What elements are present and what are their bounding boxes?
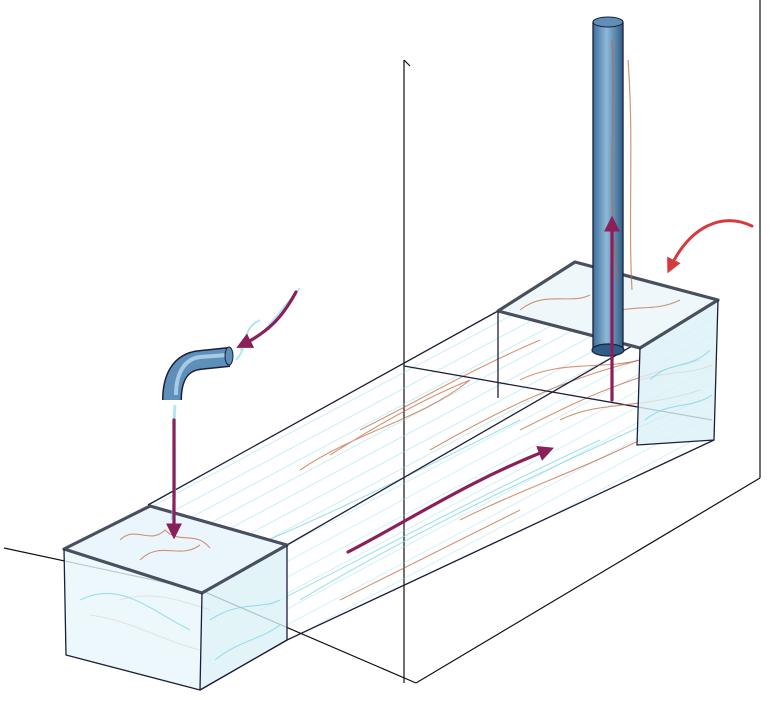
- inflow-arrow: [242, 292, 296, 345]
- return-arrow: [670, 221, 752, 268]
